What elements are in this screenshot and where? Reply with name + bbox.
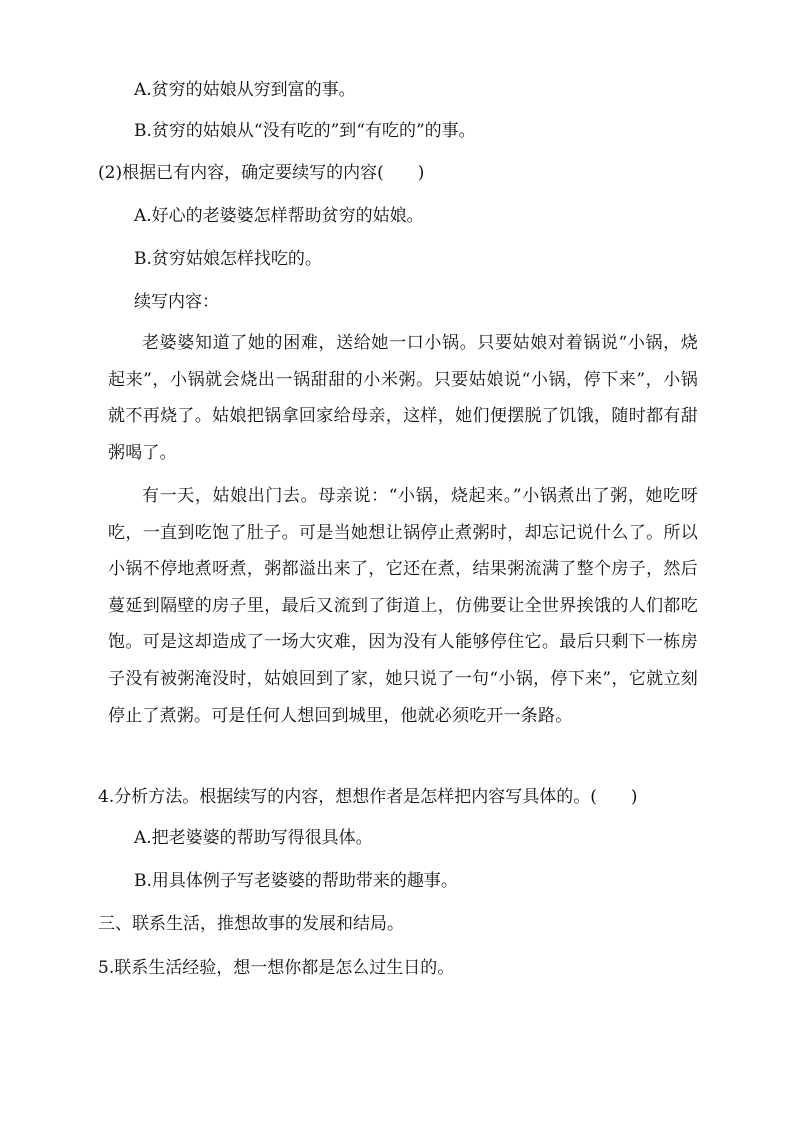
question-2-close: ) bbox=[417, 163, 425, 183]
option-a-prev: A.贫穷的姑娘从穷到富的事。 bbox=[134, 80, 356, 100]
question-2-label: (2)根据已有内容，确定要续写的内容( bbox=[98, 163, 384, 183]
continuation-paragraph-1: 老婆婆知道了她的困难，送给她一口小锅。只要姑娘对着锅说“小锅，烧起来”，小锅就会烧出一锅甜甜的小米粥。只要姑娘说“小锅，停下来”，小锅就不再烧了。姑娘把锅拿回家给母亲，这样，她们便摆脱了饥饿，随时都有甜粥喝了。 bbox=[108, 333, 698, 463]
continuation-paragraph-2: 有一天，姑娘出门去。母亲说：“小锅，烧起来。”小锅煮出了粥，她吃呀吃，一直到吃饱了肚子。可是当她想让锅停止煮粥时，却忘记说什么了。所以小锅不停地煮呀煮，粥都溢出来了，它还在煮，结果粥流满了整个房子，然后蔓延到隔壁的房子里，最后又流到了街道上，仿佛要让全世界挨饿的人们都吃饱。可是这却造成了一场大灾难，因为没有人能够停住它。最后只剩下一栋房子没有被粥淹没时，姑娘回到了家，她只说了一句“小锅，停下来”，它就立刻停止了煮粥。可是任何人想回到城里，他就必须吃开一条路。 bbox=[108, 486, 698, 726]
option-b-prev: B.贫穷的姑娘从“没有吃的”到“有吃的”的事。 bbox=[134, 121, 476, 141]
question-5: 5.联系生活经验，想一想你都是怎么过生日的。 bbox=[98, 958, 455, 978]
continuation-heading: 续写内容： bbox=[134, 292, 219, 312]
section-3-title: 三、联系生活，推想故事的发展和结局。 bbox=[98, 914, 404, 934]
question-4 bbox=[98, 785, 638, 809]
option-b-q2: B.贫穷姑娘怎样找吃的。 bbox=[134, 249, 322, 269]
question-4-close: ) bbox=[630, 787, 638, 807]
option-b-q4: B.用具体例子写老婆婆的帮助带来的趣事。 bbox=[134, 871, 458, 891]
option-a-q2: A.好心的老婆婆怎样帮助贫穷的姑娘。 bbox=[134, 206, 424, 226]
question-4-label: 4.分析方法。根据续写的内容，想想作者是怎样把内容写具体的。( bbox=[98, 787, 597, 807]
option-a-q4: A.把老婆婆的帮助写得很具体。 bbox=[134, 828, 373, 848]
question-2 bbox=[98, 161, 424, 185]
